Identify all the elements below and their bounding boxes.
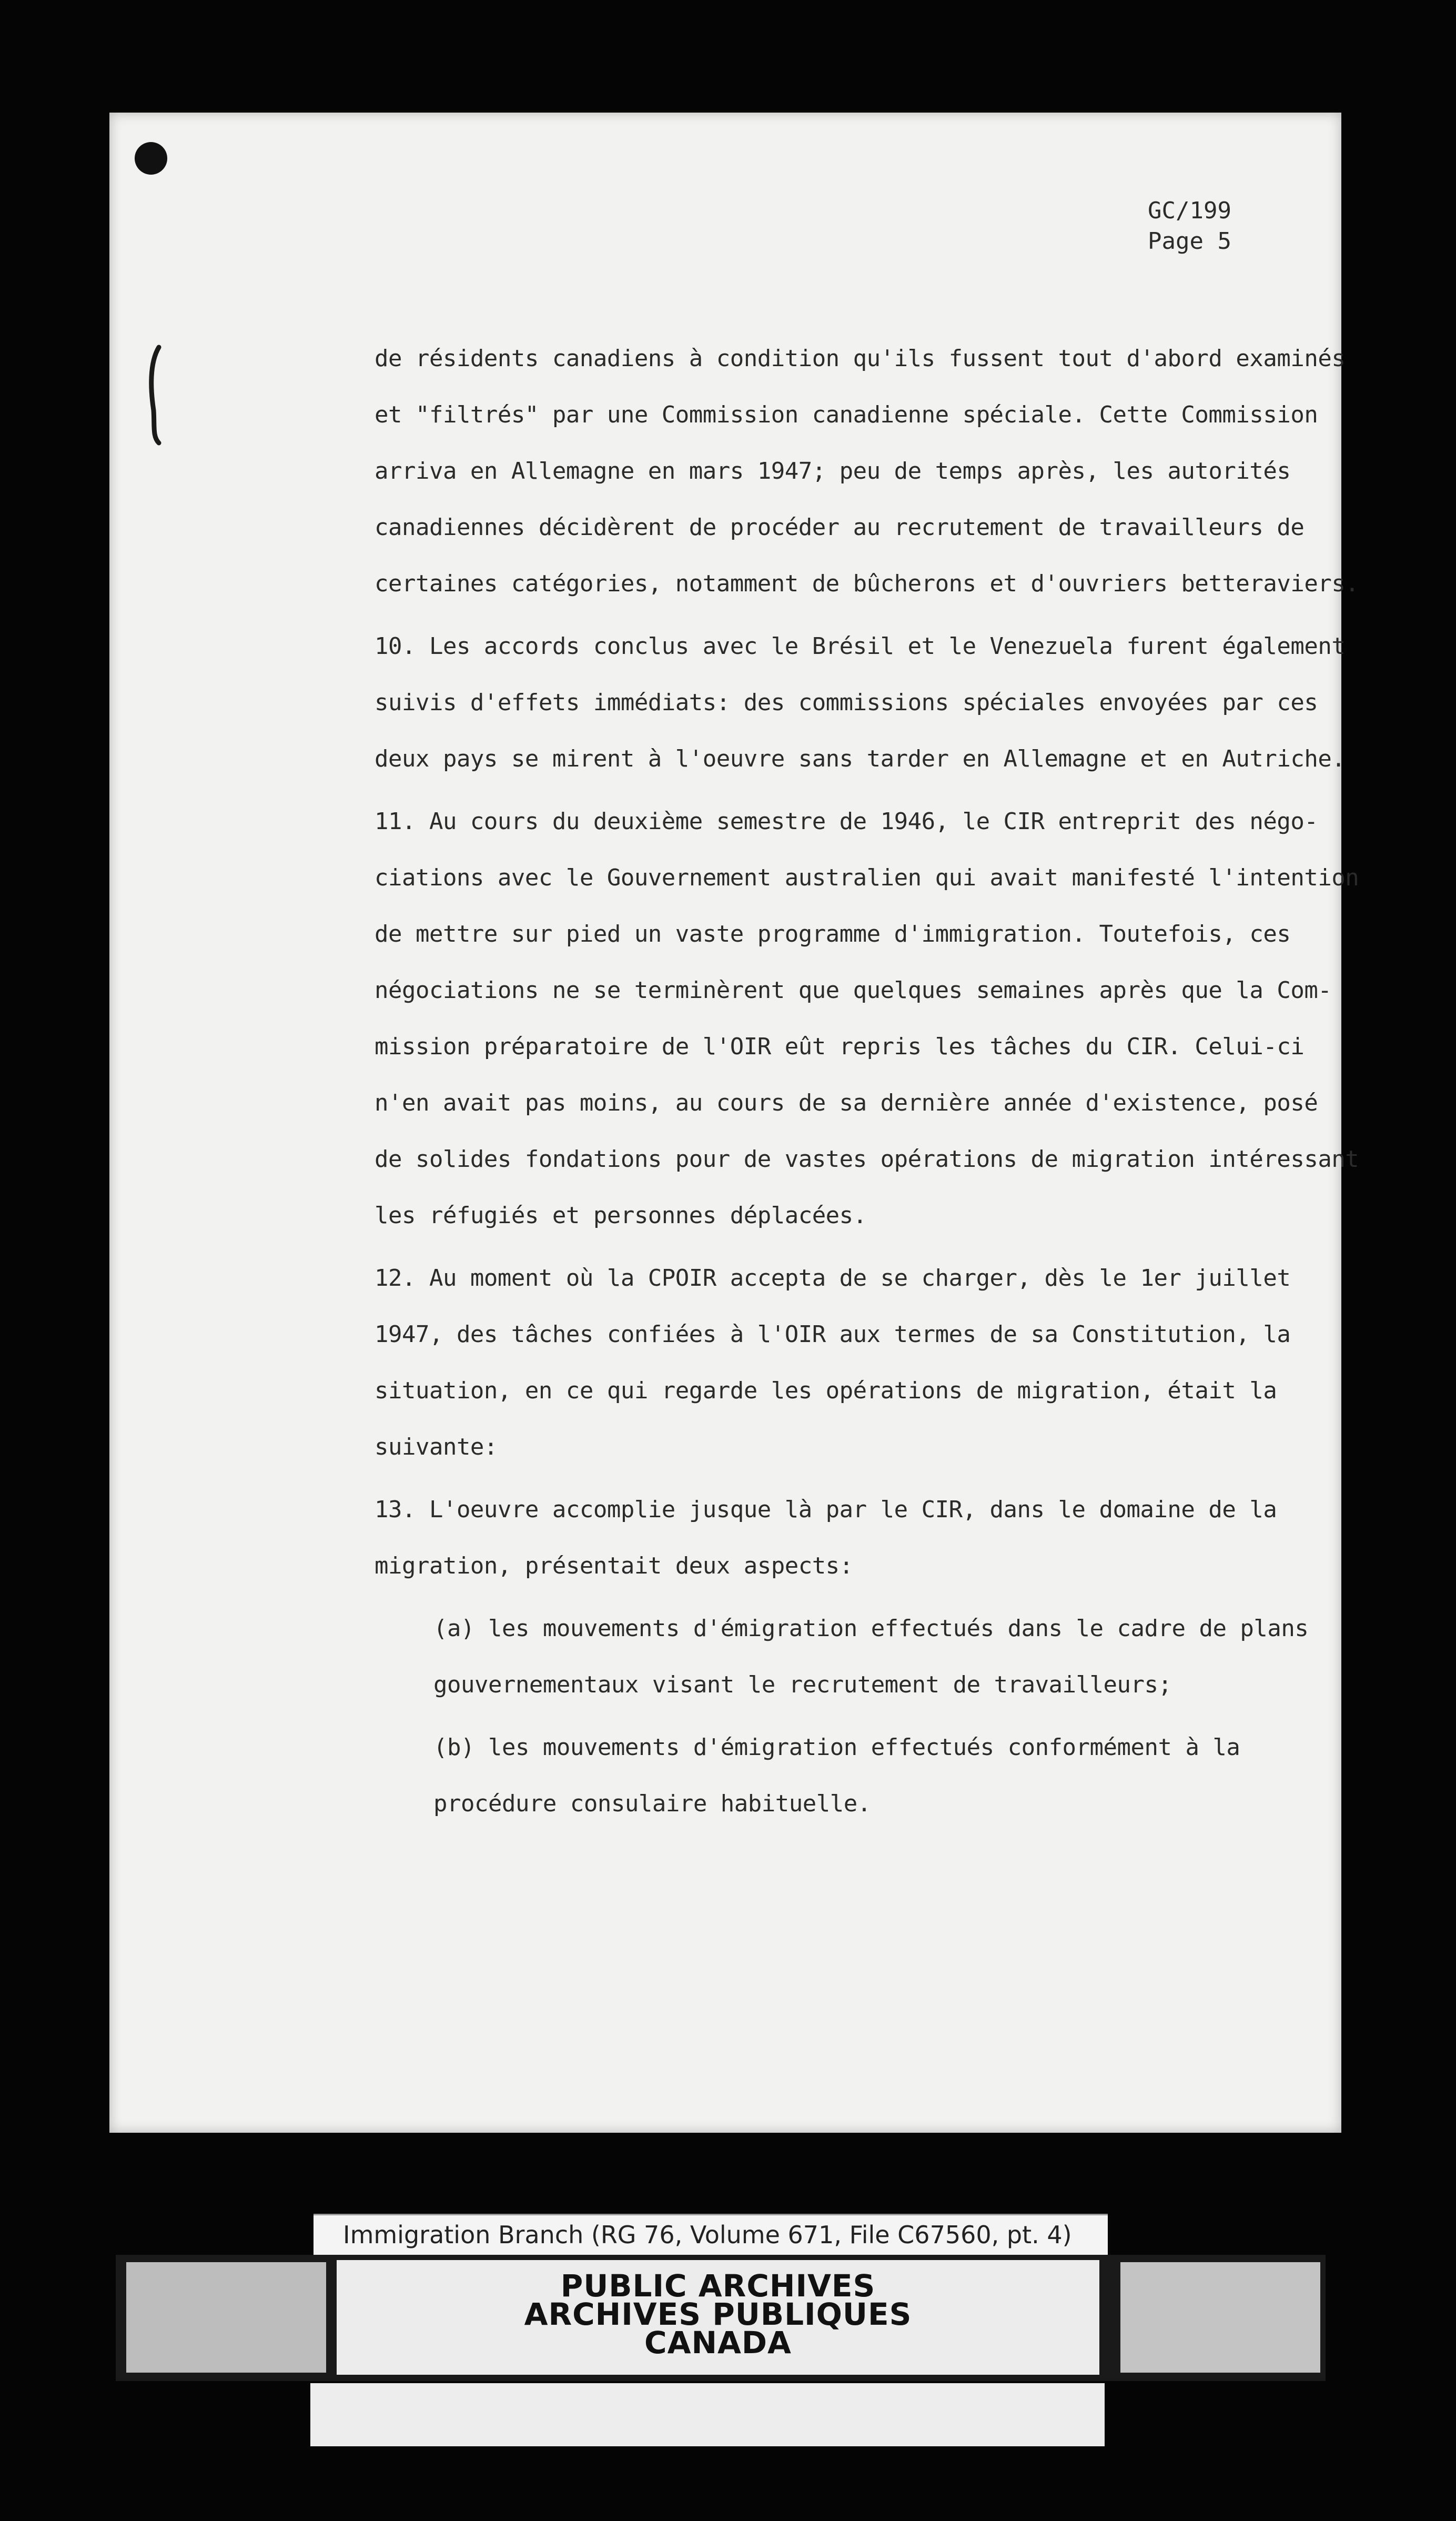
text-line: 10. Les accords conclus avec le Brésil et le Venezuela furent également: [375, 633, 1346, 660]
text-line: suivis d'effets immédiats: des commissions spéciales envoyées par ces: [375, 689, 1318, 716]
text-line: situation, en ce qui regarde les opérations de migration, était la: [375, 1377, 1277, 1404]
text-line: 11. Au cours du deuxième semestre de 1946, le CIR entreprit des négo-: [375, 808, 1318, 835]
text-line: et "filtrés" par une Commission canadienne spéciale. Cette Commission: [375, 401, 1318, 428]
reference-number: GC/199: [1148, 197, 1231, 224]
paragraph-13: [375, 1481, 1321, 1594]
text-line: (b) les mouvements d'émigration effectués conformément à la: [433, 1734, 1240, 1761]
text-line: 12. Au moment où la CPOIR accepta de se charger, dès le 1er juillet: [375, 1265, 1291, 1292]
text-line: canadiennes décidèrent de procéder au recrutement de travailleurs de: [375, 514, 1305, 541]
text-line: gouvernementaux visant le recrutement de travailleurs;: [433, 1671, 1172, 1698]
text-line: négociations ne se terminèrent que quelques semaines après que la Com-: [375, 977, 1332, 1004]
film-strip-right: [1120, 2262, 1320, 2373]
stamp-line-3: CANADA: [644, 2325, 792, 2361]
paragraph-continuation: [375, 330, 1359, 612]
archive-reference-text: Immigration Branch (RG 76, Volume 671, File C67560, pt. 4): [343, 2221, 1072, 2249]
text-line: (a) les mouvements d'émigration effectués dans le cadre de plans: [433, 1615, 1309, 1642]
document-body: [375, 330, 1359, 1838]
list-item-a: [375, 1600, 1321, 1713]
paragraph-12: [375, 1250, 1321, 1475]
text-line: ciations avec le Gouvernement australien qui avait manifesté l'intention: [375, 864, 1359, 891]
page-number: Page 5: [1148, 228, 1231, 255]
text-line: migration, présentait deux aspects:: [375, 1552, 853, 1579]
list-item-b: [375, 1719, 1321, 1832]
paragraph-10: [375, 618, 1346, 787]
public-archives-stamp: [337, 2260, 1099, 2375]
text-line: mission préparatoire de l'OIR eût repris les tâches du CIR. Celui-ci: [375, 1033, 1305, 1060]
text-line: procédure consulaire habituelle.: [433, 1790, 871, 1817]
text-line: les réfugiés et personnes déplacées.: [375, 1202, 867, 1229]
text-line: suivante:: [375, 1434, 498, 1460]
document-reference: [1148, 196, 1231, 257]
text-line: de résidents canadiens à condition qu'ils fussent tout d'abord examinés: [375, 345, 1346, 372]
stamp-line-2: ARCHIVES PUBLIQUES: [524, 2296, 912, 2332]
text-line: de solides fondations pour de vastes opérations de migration intéressant: [375, 1146, 1359, 1173]
text-line: deux pays se mirent à l'oeuvre sans tarder en Allemagne et en Autriche.: [375, 745, 1346, 772]
text-line: arriva en Allemagne en mars 1947; peu de temps après, les autorités: [375, 458, 1291, 485]
text-line: n'en avait pas moins, au cours de sa dernière année d'existence, posé: [375, 1090, 1318, 1116]
bottom-label-strip: [310, 2383, 1105, 2446]
text-line: 1947, des tâches confiées à l'OIR aux termes de sa Constitution, la: [375, 1321, 1291, 1348]
text-line: de mettre sur pied un vaste programme d'immigration. Toutefois, ces: [375, 921, 1291, 947]
text-line: certaines catégories, notamment de bûcherons et d'ouvriers betteraviers.: [375, 570, 1359, 597]
stamp-line-1: PUBLIC ARCHIVES: [560, 2268, 876, 2304]
handwritten-margin-mark: [139, 342, 170, 447]
film-strip-left: [126, 2262, 326, 2373]
archive-reference-label: [314, 2214, 1108, 2258]
text-line: 13. L'oeuvre accomplie jusque là par le CIR, dans le domaine de la: [375, 1496, 1277, 1523]
paragraph-11: [375, 793, 1359, 1244]
punch-hole: [135, 142, 167, 175]
